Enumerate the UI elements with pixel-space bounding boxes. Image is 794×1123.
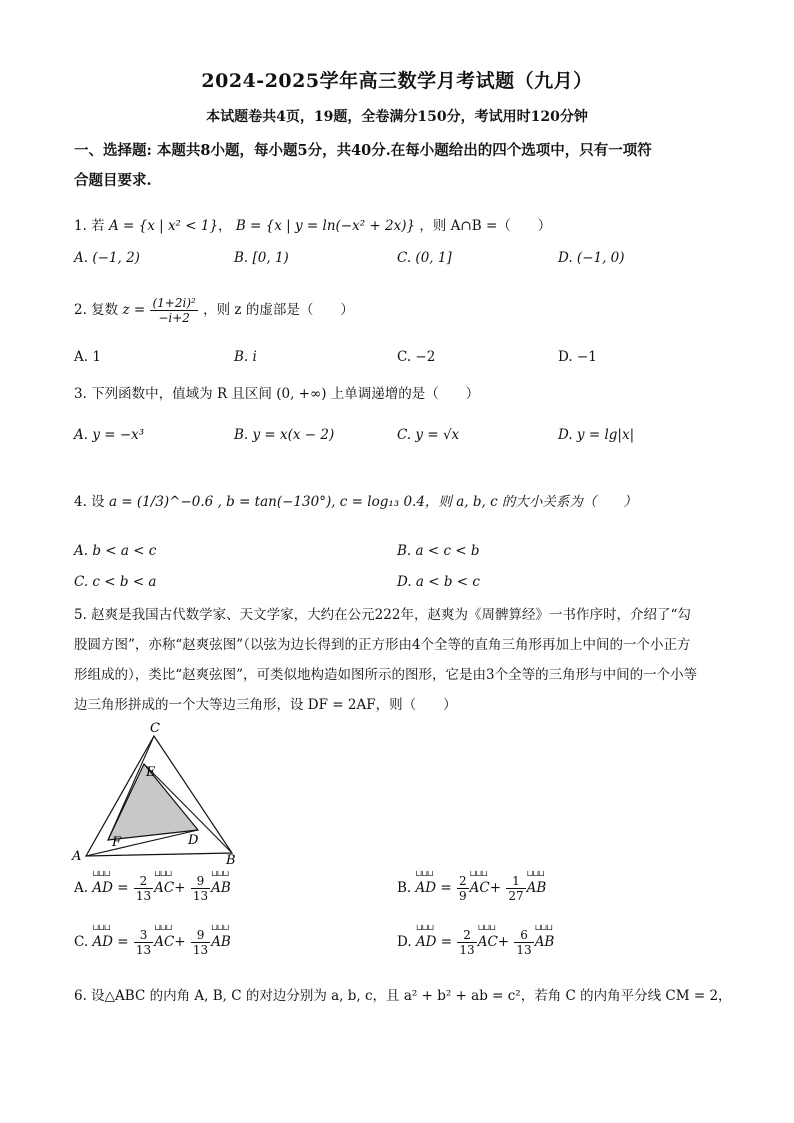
question-2 [74, 296, 354, 325]
q5-line-4: 边三角形拼成的一个大等边三角形，设 DF = 2AF，则（ ） [74, 697, 457, 713]
question-1: 1. 若 A = {x | x² < 1}， B = {x | y = ln(−x² + 2x)} ，则 A∩B =（ ） [74, 218, 552, 234]
question-4 [74, 488, 637, 516]
q3-option-b[interactable]: B. y = x(x − 2) [234, 427, 335, 443]
q2-option-a[interactable]: A. 1 [74, 349, 101, 365]
q4-a-expression: a = (1/3)^−0.6 [108, 494, 214, 510]
q4-option-c[interactable]: C. c < b < a [74, 574, 157, 590]
section-heading-line1: 一、选择题: 本题共8小题，每小题5分，共40分.在每小题给出的四个选项中，只有一项符 [74, 142, 652, 159]
label-d: D [188, 833, 199, 848]
section-heading [74, 136, 724, 196]
page-title: 2024-2025学年高三数学月考试题（九月） [201, 70, 593, 92]
q2-prefix: 2. 复数 [74, 302, 119, 318]
question-6: 6. 设△ABC 的内角 A, B, C 的对边分别为 a, b, c，且 a² + b² + ab = c²，若角 C 的内角平分线 CM = 2， [74, 988, 732, 1004]
question-3: 3. 下列函数中，值域为 R 且区间 (0, +∞) 上单调递增的是（ ） [74, 386, 480, 402]
q2-lhs: z = [122, 302, 146, 318]
q3-option-a[interactable]: A. y = −x³ [74, 427, 145, 443]
q5-line-3: 形组成的），类比“赵爽弦图”，可类似地构造如图所示的图形，它是由3个全等的三角形与中间的一个小等 [74, 667, 698, 683]
label-a: A [72, 849, 82, 864]
q1-set-b: B = {x | y = ln(−x² + 2x)} [235, 218, 416, 234]
q1-option-c[interactable]: C. (0, 1] [397, 250, 452, 266]
q4-option-b[interactable]: B. a < c < b [397, 543, 480, 559]
label-f: F [112, 835, 122, 850]
q5-option-c[interactable]: C. ⊔⊔⊔ AD = $\frac{3}{13}$ ⊔⊔⊔ AC+ $\frac{9}{13}$ ⊔⊔⊔ AB [74, 928, 231, 957]
q5-line-2: 股圆方图”，亦称“赵爽弦图”（以弦为边长得到的正方形由4个全等的直角三角形再加上中间的一个小正方 [74, 637, 691, 653]
q4-option-d[interactable]: D. a < b < c [397, 574, 480, 590]
q4-rest: , b = tan(−130°), c = log₁₃ 0.4，则 a, b, c 的大小关系为（ ） [217, 494, 637, 510]
q1-option-b[interactable]: B. [0, 1) [234, 250, 289, 266]
q4-prefix: 4. 设 [74, 494, 105, 510]
q5-line-1: 5. 赵爽是我国古代数学家、天文学家，大约在公元222年，赵爽为《周髀算经》一书作序时，介绍了“勾 [74, 607, 691, 623]
q2-option-d[interactable]: D. −1 [558, 349, 597, 365]
exam-info: 本试题卷共4页，19题，全卷满分150分，考试用时120分钟 [206, 109, 588, 125]
q5-option-d[interactable]: D. ⊔⊔⊔ AD = $\frac{2}{13}$ ⊔⊔⊔ AC+ $\frac{6}{13}$ ⊔⊔⊔ AB [397, 928, 554, 957]
q2-fraction-denominator: −i+2 [158, 311, 190, 325]
q1-option-d[interactable]: D. (−1, 0) [558, 250, 625, 266]
q4-option-a[interactable]: A. b < a < c [74, 543, 157, 559]
q2-option-b[interactable]: B. i [234, 349, 257, 365]
q1-suffix: ，则 A∩B =（ ） [419, 218, 552, 234]
label-c: C [150, 721, 160, 736]
question-5 [74, 600, 722, 720]
q5-figure [66, 718, 246, 868]
label-e: E [146, 765, 156, 780]
q1-set-a: A = {x | x² < 1} [108, 218, 219, 234]
section-heading-line2: 合题目要求. [74, 172, 152, 189]
q2-fraction-numerator: (1+2i)² [152, 296, 196, 310]
q5-option-a[interactable]: A. ⊔⊔⊔ AD = $\frac{2}{13}$ ⊔⊔⊔ AC+ $\frac{9}{13}$ ⊔⊔⊔ AB [74, 874, 231, 903]
q3-option-c[interactable]: C. y = √x [397, 427, 460, 443]
q1-prefix: 1. 若 [74, 218, 105, 234]
q1-option-a[interactable]: A. (−1, 2) [74, 250, 140, 266]
q2-suffix: ，则 z 的虚部是（ ） [203, 302, 354, 318]
q3-option-d[interactable]: D. y = lg|x| [558, 427, 635, 443]
q2-fraction [150, 296, 197, 325]
q5-option-b[interactable]: B. ⊔⊔⊔ AD = $\frac{2}{9}$ ⊔⊔⊔ AC+ $\frac{1}{27}$ ⊔⊔⊔ AB [397, 874, 546, 903]
label-b: B [226, 853, 236, 868]
q2-option-c[interactable]: C. −2 [397, 349, 436, 365]
